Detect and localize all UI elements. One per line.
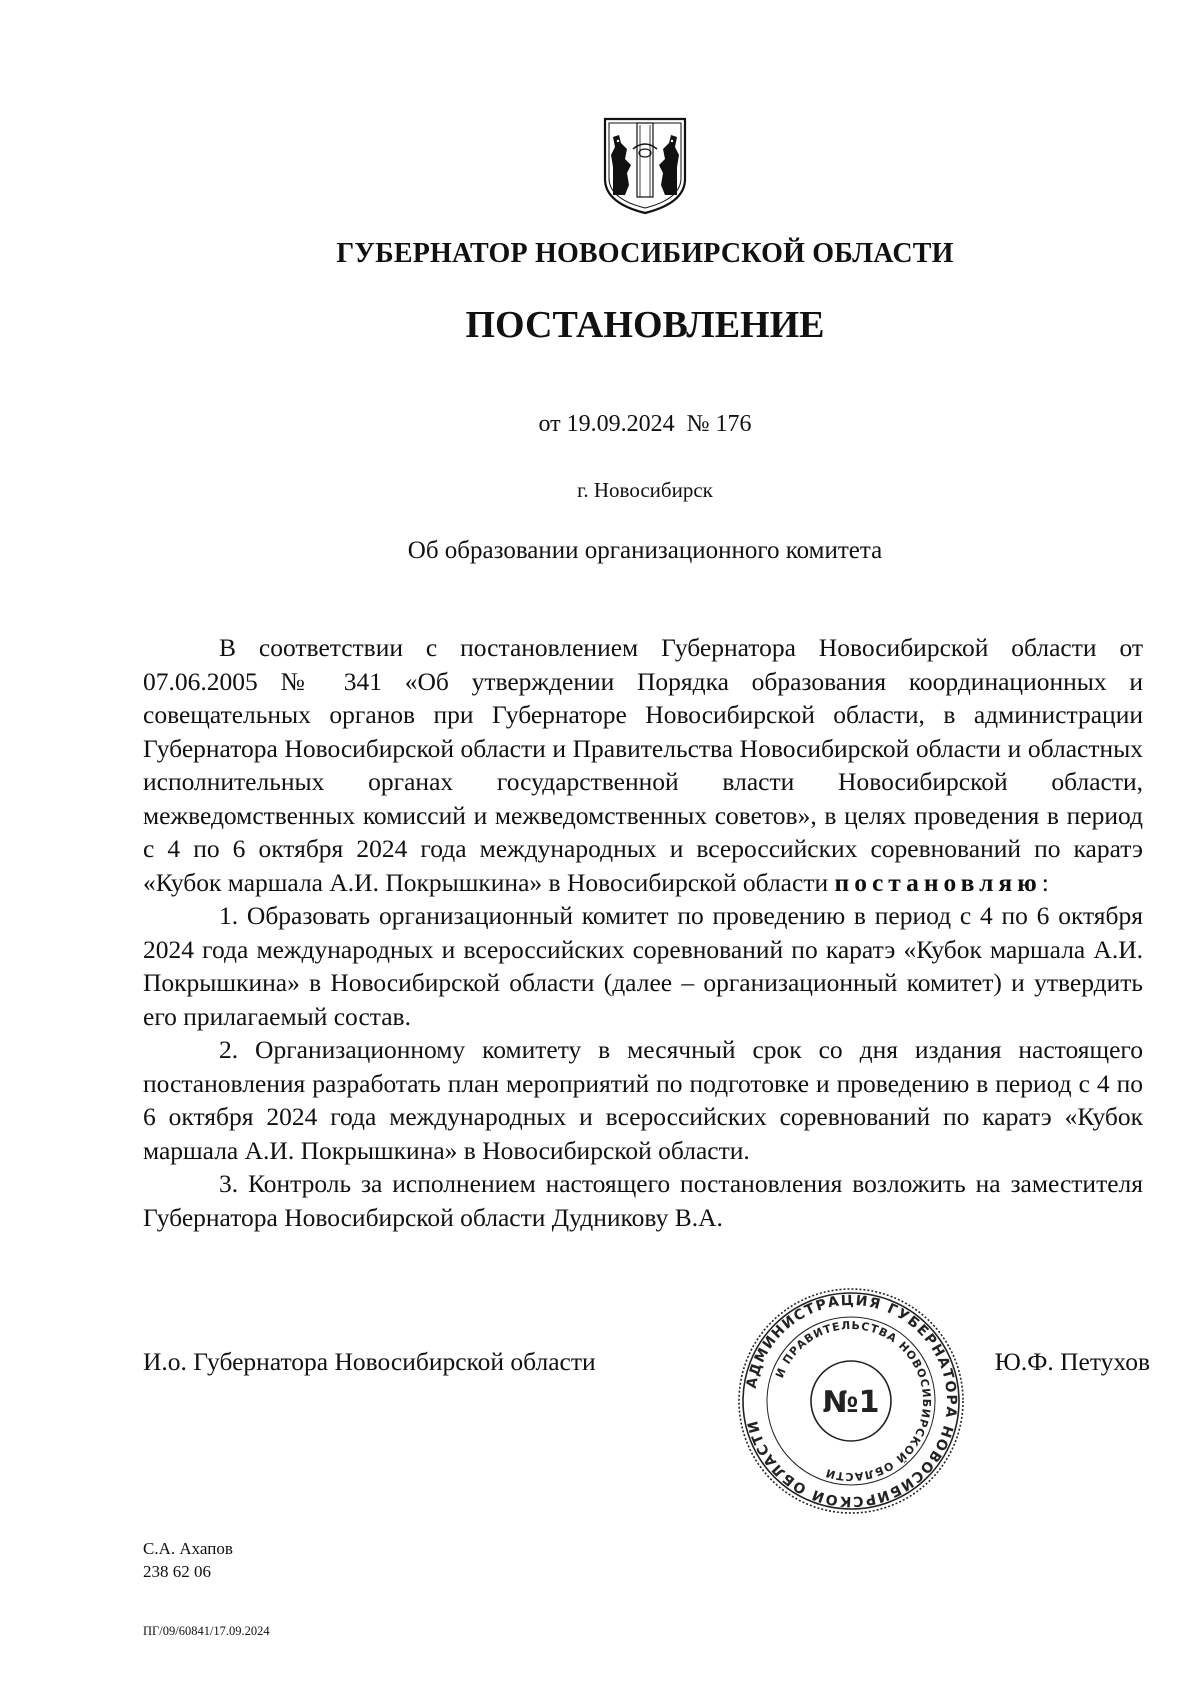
item-1-paragraph: 1. Образовать организационный комитет по проведению в период с 4 по 6 октября 2024 года международных и всероссийских соревнований по каратэ «Кубок маршала А.И. Покрышкина» в Новосибирской области (далее – организационный комитет) и утвердить его прилагаемый состав.: [143, 901, 1143, 1031]
item-2-paragraph: 2. Организационному комитету в месячный срок со дня издания настоящего постановления разработать план мероприятий по подготовке и проведению в период с 4 по 6 октября 2024 года международных и всероссийских соревнований по каратэ «Кубок маршала А.И. Покрышкина» в Новосибирской области.: [143, 1035, 1143, 1165]
signer-title: И.о. Губернатора Новосибирской области: [143, 1347, 596, 1376]
official-seal: [736, 1286, 966, 1516]
preamble-text: В соответствии с постановлением Губернатора Новосибирской области от 07.06.2005 № 341 «Об утверждении Порядка образования координационных и совещательных органов при Губернаторе Новосибирской области, в администрации Губернатора Новосибирской области и Правительства Новосибирской области и областных исполнительных органах государственной власти Новосибирской области, межведомственных комиссий и межведомственных советов», в целях проведения в период с 4 по 6 октября 2024 года международных и всероссийских соревнований по каратэ «Кубок маршала А.И. Покрышкина» в Новосибирской области: [143, 633, 1143, 897]
executor-name: С.А. Ахапов: [143, 1539, 233, 1558]
resolve-word: постановляю: [834, 867, 1042, 897]
registration-code: ПГ/09/60841/17.09.2024: [143, 1624, 270, 1638]
document-subject: Об образовании организационного комитета: [407, 537, 883, 564]
preamble-paragraph: [143, 631, 1143, 899]
document-date-number: от 19.09.2024 № 176: [538, 411, 752, 437]
seal-inner-text: И ПРАВИТЕЛЬСТВА НОВОСИБИРСКОЙ ОБЛАСТИ: [773, 1318, 934, 1484]
seal-outer-text: АДМИНИСТРАЦИЯ ГУБЕРНАТОРА НОВОСИБИРСКОЙ ОБЛАСТИ: [743, 1292, 960, 1510]
item-3-paragraph: 3. Контроль за исполнением настоящего постановления возложить на заместителя Губернатора Новосибирской области Дудникову В.А.: [143, 1169, 1143, 1232]
seal-center-text: №1: [822, 1385, 880, 1420]
resolve-colon: :: [1041, 867, 1049, 897]
document-city: г. Новосибирск: [577, 478, 713, 502]
executor-phone: 238 62 06: [143, 1562, 211, 1581]
issuing-authority: ГУБЕРНАТОР НОВОСИБИРСКОЙ ОБЛАСТИ: [336, 238, 954, 269]
executor-block: [143, 1537, 233, 1583]
document-type: ПОСТАНОВЛЕНИЕ: [465, 304, 825, 346]
novosibirsk-coat-of-arms-icon: [599, 113, 691, 217]
document-body: [143, 631, 1143, 1234]
signer-name: Ю.Ф. Петухов: [994, 1347, 1150, 1376]
